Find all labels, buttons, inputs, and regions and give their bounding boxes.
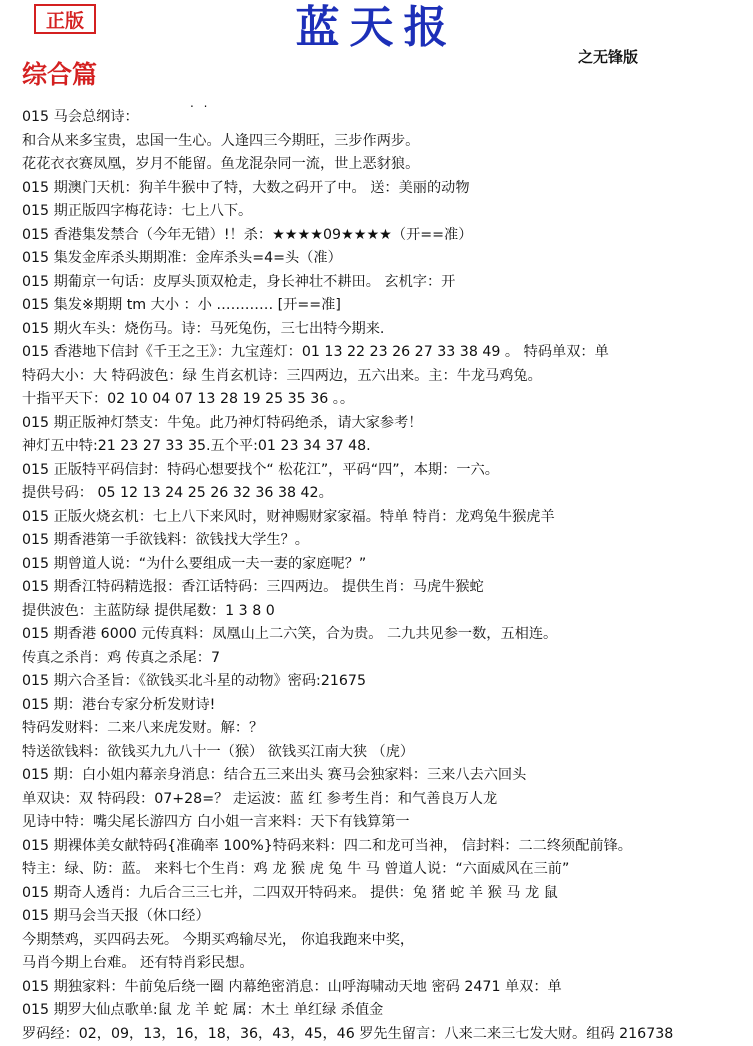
content-line: 马肖今期上台难。 还有特肖彩民想。: [22, 952, 742, 976]
page-title: 蓝天报: [0, 2, 753, 54]
content-line: 特送欲钱料：欲钱买九九八十一（猴） 欲钱买江南大狭 （虎）: [22, 741, 742, 765]
content-line: 015 期罗大仙点歌单:鼠 龙 羊 蛇 属：木土 单红绿 杀值金: [22, 999, 742, 1023]
content-line: 015 马会总纲诗：: [22, 106, 742, 130]
content-line: 015 期正版四字梅花诗：七上八下。: [22, 200, 742, 224]
content-line: 提供号码： 05 12 13 24 25 26 32 36 38 42。: [22, 482, 742, 506]
content-line: 015 期火车头：烧伤马。诗：马死兔伤，三七出特今期来.: [22, 318, 742, 342]
content-line: 015 香港集发禁合（今年无错）!！杀：★★★★09★★★★（开==准）: [22, 224, 742, 248]
content-line: 015 期独家料：牛前兔后绕一圈 内幕绝密消息：山呼海啸动天地 密码 2471 单双：单: [22, 976, 742, 1000]
content-line: 015 期香江特码精选报：香江话特码：三四两边。 提供生肖：马虎牛猴蛇: [22, 576, 742, 600]
section-heading: 综合篇: [22, 58, 97, 92]
edition-label: 之无锋版: [578, 46, 638, 67]
content-line: 015 正版火烧玄机：七上八下来风时，财神赐财家家福。特单 特肖：龙鸡兔牛猴虎羊: [22, 506, 742, 530]
content-line: 015 期葡京一句话：皮厚头顶双枪走，身长神壮不耕田。 玄机字：开: [22, 271, 742, 295]
content-line: 015 期曾道人说：“为什么要组成一夫一妻的家庭呢？”: [22, 553, 742, 577]
content-line: 十指平天下：02 10 04 07 13 28 19 25 35 36 。。: [22, 388, 742, 412]
decorative-dots: . .: [190, 96, 210, 110]
content-line: 015 期香港第一手欲钱料：欲钱找大学生？。: [22, 529, 742, 553]
content-line: 015 香港地下信封《千王之王》：九宝莲灯：01 13 22 23 26 27 33 38 49 。 特码单双：单: [22, 341, 742, 365]
content-line: 特主：绿、防：蓝。 来料七个生肖：鸡 龙 猴 虎 兔 牛 马 曾道人说：“六面威风在三前”: [22, 858, 742, 882]
content-line: 015 期：白小姐内幕亲身消息：结合五三来出头 赛马会独家料：三来八去六回头: [22, 764, 742, 788]
content-line: 今期禁鸡，买四码去死。 今期买鸡输尽光， 你追我跑来中奖，: [22, 929, 742, 953]
content-line: 罗码经：02，09，13，16，18，36，43，45，46 罗先生留言：八来二来三七发大财。组码 216738: [22, 1023, 742, 1046]
content-line: 015 期奇人透肖：九后合三三七并，二四双开特码来。 提供：兔 猪 蛇 羊 猴 马 龙 鼠: [22, 882, 742, 906]
content-line: 提供波色：主蓝防绿 提供尾数：1 3 8 0: [22, 600, 742, 624]
content-line: 单双诀：双 特码段：07+28=？ 走运波：蓝 红 参考生肖：和气善良万人龙: [22, 788, 742, 812]
content-line: 特码大小：大 特码波色：绿 生肖玄机诗：三四两边，五六出来。主：牛龙马鸡兔。: [22, 365, 742, 389]
content-line: 015 集发金库杀头期期准：金库杀头=4=头（准）: [22, 247, 742, 271]
content-line: 015 期正版神灯禁支：牛兔。此乃神灯特码绝杀，请大家参考！: [22, 412, 742, 436]
content-lines: [22, 106, 742, 1046]
content-line: 神灯五中特:21 23 27 33 35.五个平:01 23 34 37 48.: [22, 435, 742, 459]
content-line: 传真之杀肖：鸡 传真之杀尾：7: [22, 647, 742, 671]
content-line: 015 期澳门天机：狗羊牛猴中了特，大数之码开了中。 送：美丽的动物: [22, 177, 742, 201]
content-line: 见诗中特：嘴尖尾长游四方 白小姐一言来料：天下有钱算第一: [22, 811, 742, 835]
content-line: 015 期马会当天报（休口经）: [22, 905, 742, 929]
content-line: 015 期六合圣旨：《欲钱买北斗星的动物》密码:21675: [22, 670, 742, 694]
content-line: 015 期：港台专家分析发财诗!: [22, 694, 742, 718]
content-line: 花花衣衣赛凤凰，岁月不能留。鱼龙混杂同一流，世上恶豺狼。: [22, 153, 742, 177]
genuine-stamp: 正版: [34, 4, 96, 34]
content-line: 015 期裸体美女献特码{准确率 100%}特码来料：四二和龙可当神， 信封料：二二终须配前锋。: [22, 835, 742, 859]
content-line: 和合从来多宝贵，忠国一生心。人逢四三今期旺，三步作两步。: [22, 130, 742, 154]
content-line: 015 正版特平码信封：特码心想要找个“ 松花江”，平码“四”，本期：一六。: [22, 459, 742, 483]
content-line: 015 集发※期期 tm 大小 ：小 ………… [开==准]: [22, 294, 742, 318]
content-line: 特码发财料：二来八来虎发财。解：？: [22, 717, 742, 741]
content-line: 015 期香港 6000 元传真料：凤凰山上二六笑，合为贵。 二九共见参一数，五相连。: [22, 623, 742, 647]
